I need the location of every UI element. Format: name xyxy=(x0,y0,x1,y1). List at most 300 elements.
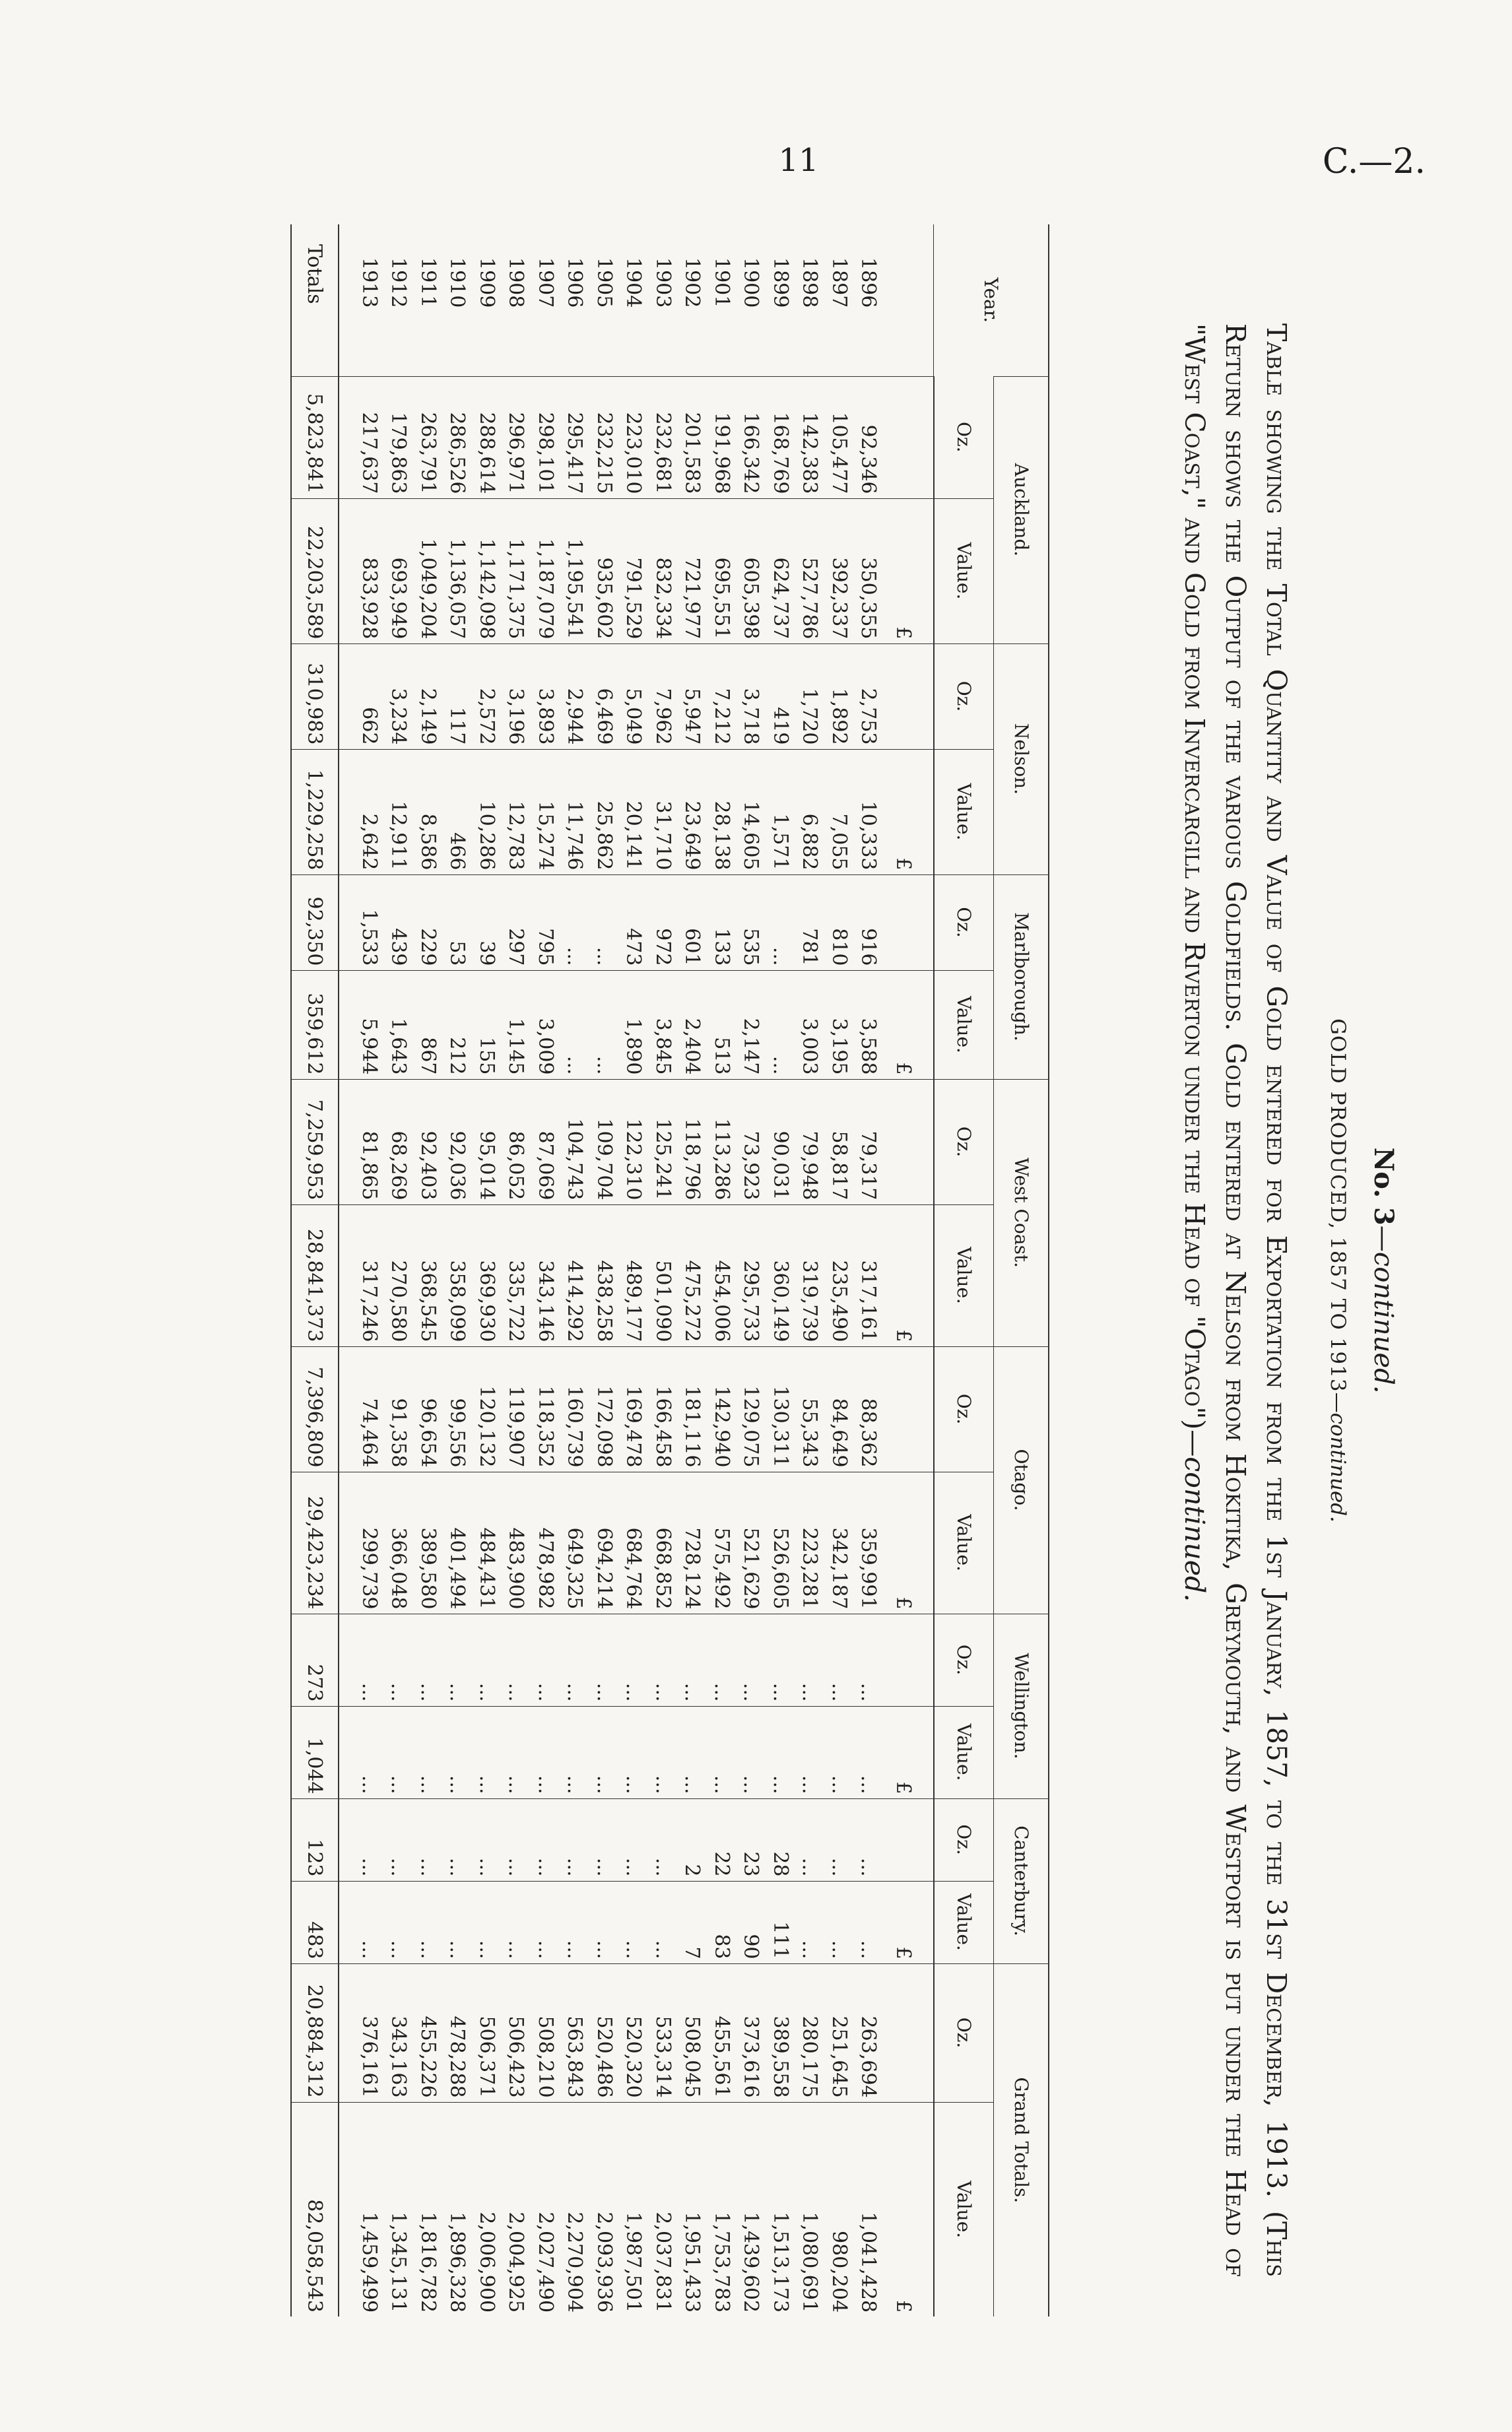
cant-val-cell: ... xyxy=(472,1881,502,1963)
nelson-val-cell: 12,783 xyxy=(501,749,531,874)
gt-oz-cell: 563,843 xyxy=(560,1963,589,2102)
wellington-header: Wellington. xyxy=(994,1614,1049,1798)
wc-val-cell: 475,272 xyxy=(677,1204,707,1346)
table-row xyxy=(531,224,560,2317)
spacer-cell xyxy=(339,970,354,1079)
gt-oz-unit-cell xyxy=(883,1963,934,2102)
otago-val-cell: 483,900 xyxy=(501,1472,531,1614)
table-row xyxy=(413,224,443,2317)
wc-oz-cell: 86,052 xyxy=(501,1079,531,1204)
otago-oz-unit-cell xyxy=(883,1346,934,1472)
marl-oz-cell: 133 xyxy=(707,874,737,970)
cant-oz-total: 123 xyxy=(291,1798,339,1881)
year-cell: 1896 xyxy=(857,257,880,308)
otago-val-cell: 223,281 xyxy=(795,1472,824,1614)
table-row xyxy=(707,224,737,2317)
well-val-cell: ... xyxy=(677,1706,707,1798)
gt-oz-cell: 343,163 xyxy=(383,1963,413,2102)
well-oz-cell: ... xyxy=(736,1614,766,1706)
wc-oz-cell: 118,796 xyxy=(677,1079,707,1204)
otago-oz-cell: 160,739 xyxy=(560,1346,589,1472)
otago-val-cell: 299,739 xyxy=(354,1472,384,1614)
auckland-val-cell: 624,737 xyxy=(766,498,795,643)
well-val-cell: ... xyxy=(824,1706,854,1798)
wc-val-cell: 295,733 xyxy=(736,1204,766,1346)
otago-val-cell: 478,982 xyxy=(531,1472,560,1614)
otago-oz-cell: 74,464 xyxy=(354,1346,384,1472)
cant-value-header: Value. xyxy=(934,1881,994,1963)
wc-val-cell: 414,292 xyxy=(560,1204,589,1346)
marl-val-cell: 1,145 xyxy=(501,970,531,1079)
auckland-val-cell: 833,928 xyxy=(354,498,384,643)
rotated-page-content xyxy=(284,224,1406,2317)
otago-value-unit: £ xyxy=(883,1472,934,1614)
otago-oz-cell: 91,358 xyxy=(383,1346,413,1472)
well-oz-cell: ... xyxy=(677,1614,707,1706)
year-header: Year. xyxy=(934,224,1049,376)
table-row xyxy=(648,224,678,2317)
marl-oz-cell: 229 xyxy=(413,874,443,970)
nelson-oz-cell: 7,962 xyxy=(648,643,678,749)
well-oz-cell: ... xyxy=(648,1614,678,1706)
wc-val-cell: 360,149 xyxy=(766,1204,795,1346)
grand-totals-header: Grand Totals. xyxy=(994,1963,1049,2317)
well-oz-cell: ... xyxy=(383,1614,413,1706)
nelson-oz-cell: 662 xyxy=(354,643,384,749)
auckland-val-cell: 605,398 xyxy=(736,498,766,643)
auckland-val-cell: 693,949 xyxy=(383,498,413,643)
gt-val-cell: 1,951,433 xyxy=(677,2102,707,2317)
otago-header: Otago. xyxy=(994,1346,1049,1614)
marl-oz-cell: 53 xyxy=(442,874,472,970)
auckland-oz-cell: 142,383 xyxy=(795,376,824,498)
auckland-val-cell: 1,049,204 xyxy=(413,498,443,643)
auckland-oz-total: 5,823,841 xyxy=(291,376,339,498)
year-cell: 1898 xyxy=(798,257,822,308)
group-header-row xyxy=(994,224,1049,2317)
nelson-val-cell: 31,710 xyxy=(648,749,678,874)
well-oz-cell: ... xyxy=(853,1614,883,1706)
auckland-oz-cell: 217,637 xyxy=(354,376,384,498)
auckland-oz-cell: 168,769 xyxy=(766,376,795,498)
spacer-cell xyxy=(339,224,354,376)
column-header-row xyxy=(934,224,994,2317)
cant-oz-cell: ... xyxy=(795,1798,824,1881)
cant-val-cell: ... xyxy=(501,1881,531,1963)
well-val-cell: ... xyxy=(531,1706,560,1798)
nelson-oz-cell: 117 xyxy=(442,643,472,749)
auckland-oz-cell: 288,614 xyxy=(472,376,502,498)
spacer-cell xyxy=(339,498,354,643)
well-oz-cell: ... xyxy=(442,1614,472,1706)
spacer-cell xyxy=(339,1204,354,1346)
marl-val-cell: ... xyxy=(766,970,795,1079)
marl-oz-cell: 781 xyxy=(795,874,824,970)
spacer-cell xyxy=(339,749,354,874)
wc-oz-cell: 79,317 xyxy=(853,1079,883,1204)
canterbury-header: Canterbury. xyxy=(994,1798,1049,1963)
cant-value-unit: £ xyxy=(883,1881,934,1963)
unit-year-cell xyxy=(883,224,934,376)
gt-oz-cell: 508,045 xyxy=(677,1963,707,2102)
well-val-cell: ... xyxy=(648,1706,678,1798)
well-oz-cell: ... xyxy=(618,1614,648,1706)
auckland-val-cell: 1,187,079 xyxy=(531,498,560,643)
marl-val-cell: 513 xyxy=(707,970,737,1079)
wc-oz-cell: 92,036 xyxy=(442,1079,472,1204)
cant-oz-cell: ... xyxy=(589,1798,619,1881)
auckland-header: Auckland. xyxy=(994,376,1049,643)
marl-oz-cell: 473 xyxy=(618,874,648,970)
gt-oz-cell: 520,486 xyxy=(589,1963,619,2102)
well-val-cell: ... xyxy=(853,1706,883,1798)
cant-oz-cell: ... xyxy=(383,1798,413,1881)
marl-oz-cell: 39 xyxy=(472,874,502,970)
marl-val-cell: 1,890 xyxy=(618,970,648,1079)
unit-row xyxy=(883,224,934,2317)
cant-val-cell: ... xyxy=(589,1881,619,1963)
auckland-oz-cell: 105,477 xyxy=(824,376,854,498)
cant-oz-cell: ... xyxy=(853,1798,883,1881)
cant-val-cell: 90 xyxy=(736,1881,766,1963)
cant-val-cell: 7 xyxy=(677,1881,707,1963)
year-cell: 1909 xyxy=(475,257,498,308)
otago-oz-cell: 130,311 xyxy=(766,1346,795,1472)
cant-oz-cell: ... xyxy=(413,1798,443,1881)
cant-oz-header: Oz. xyxy=(934,1798,994,1881)
wc-val-cell: 235,490 xyxy=(824,1204,854,1346)
nelson-oz-header: Oz. xyxy=(934,643,994,749)
marl-value-unit: £ xyxy=(883,970,934,1079)
cant-oz-cell: ... xyxy=(531,1798,560,1881)
marl-oz-total: 92,350 xyxy=(291,874,339,970)
marl-oz-cell: 1,533 xyxy=(354,874,384,970)
table-row xyxy=(589,224,619,2317)
auckland-oz-cell: 298,101 xyxy=(531,376,560,498)
cant-val-cell: ... xyxy=(560,1881,589,1963)
year-cell: 1905 xyxy=(592,257,616,308)
table-row xyxy=(766,224,795,2317)
year-cell: 1897 xyxy=(827,257,851,308)
wc-val-cell: 317,161 xyxy=(853,1204,883,1346)
auckland-oz-cell: 191,968 xyxy=(707,376,737,498)
nelson-value-unit: £ xyxy=(883,749,934,874)
spacer-cell xyxy=(339,874,354,970)
nelson-oz-cell: 2,572 xyxy=(472,643,502,749)
cant-oz-cell: ... xyxy=(442,1798,472,1881)
year-cell: 1907 xyxy=(533,257,557,308)
well-oz-cell: ... xyxy=(766,1614,795,1706)
otago-oz-cell: 142,940 xyxy=(707,1346,737,1472)
auckland-oz-cell: 295,417 xyxy=(560,376,589,498)
otago-value-header: Value. xyxy=(934,1472,994,1614)
marl-val-cell: 867 xyxy=(413,970,443,1079)
cant-val-cell: 83 xyxy=(707,1881,737,1963)
auckland-val-cell: 1,142,098 xyxy=(472,498,502,643)
auckland-oz-cell: 286,526 xyxy=(442,376,472,498)
auckland-value-header: Value. xyxy=(934,498,994,643)
nelson-oz-cell: 1,720 xyxy=(795,643,824,749)
nelson-oz-cell: 6,469 xyxy=(589,643,619,749)
gt-oz-cell: 533,314 xyxy=(648,1963,678,2102)
cant-oz-cell: ... xyxy=(648,1798,678,1881)
nelson-value-header: Value. xyxy=(934,749,994,874)
well-oz-cell: ... xyxy=(531,1614,560,1706)
cant-val-cell: ... xyxy=(383,1881,413,1963)
otago-oz-cell: 99,556 xyxy=(442,1346,472,1472)
auckland-val-cell: 1,136,057 xyxy=(442,498,472,643)
auckland-val-cell: 721,977 xyxy=(677,498,707,643)
otago-oz-cell: 96,654 xyxy=(413,1346,443,1472)
nelson-val-cell: 10,286 xyxy=(472,749,502,874)
cant-val-cell: ... xyxy=(618,1881,648,1963)
otago-val-total: 29,423,234 xyxy=(291,1472,339,1614)
nelson-oz-total: 310,983 xyxy=(291,643,339,749)
year-cell: 1906 xyxy=(563,257,587,308)
table-row xyxy=(736,224,766,2317)
nelson-oz-cell: 419 xyxy=(766,643,795,749)
nelson-val-cell: 28,138 xyxy=(707,749,737,874)
well-oz-cell: ... xyxy=(795,1614,824,1706)
table-number: No. 3—continued. xyxy=(1368,1147,1399,1394)
totals-row xyxy=(291,224,339,2317)
wc-oz-header: Oz. xyxy=(934,1079,994,1204)
year-cell: 1901 xyxy=(709,257,733,308)
otago-oz-cell: 119,907 xyxy=(501,1346,531,1472)
gt-val-cell: 1,345,131 xyxy=(383,2102,413,2317)
well-val-cell: ... xyxy=(501,1706,531,1798)
wc-val-cell: 358,099 xyxy=(442,1204,472,1346)
well-oz-cell: ... xyxy=(354,1614,384,1706)
auckland-oz-cell: 296,971 xyxy=(501,376,531,498)
well-oz-cell: ... xyxy=(413,1614,443,1706)
auckland-oz-cell: 179,863 xyxy=(383,376,413,498)
gt-oz-cell: 263,694 xyxy=(853,1963,883,2102)
marl-val-cell: 212 xyxy=(442,970,472,1079)
otago-val-cell: 526,605 xyxy=(766,1472,795,1614)
marl-value-header: Value. xyxy=(934,970,994,1079)
cant-oz-cell: ... xyxy=(472,1798,502,1881)
well-val-cell: ... xyxy=(560,1706,589,1798)
marl-oz-cell: 297 xyxy=(501,874,531,970)
nelson-oz-cell: 2,753 xyxy=(853,643,883,749)
wc-val-cell: 501,090 xyxy=(648,1204,678,1346)
nelson-val-cell: 25,862 xyxy=(589,749,619,874)
wc-oz-cell: 92,403 xyxy=(413,1079,443,1204)
marl-oz-cell: 916 xyxy=(853,874,883,970)
auckland-val-cell: 695,551 xyxy=(707,498,737,643)
wc-val-total: 28,841,373 xyxy=(291,1204,339,1346)
auckland-oz-cell: 232,681 xyxy=(648,376,678,498)
spacer-cell xyxy=(339,1472,354,1614)
nelson-oz-cell: 3,234 xyxy=(383,643,413,749)
marl-oz-cell: 972 xyxy=(648,874,678,970)
totals-label: Totals xyxy=(291,224,339,376)
otago-oz-cell: 129,075 xyxy=(736,1346,766,1472)
nelson-oz-cell: 3,718 xyxy=(736,643,766,749)
otago-val-cell: 521,629 xyxy=(736,1472,766,1614)
spacer-cell xyxy=(339,1706,354,1798)
gt-oz-cell: 506,371 xyxy=(472,1963,502,2102)
marl-val-cell: 5,944 xyxy=(354,970,384,1079)
spacer-cell xyxy=(339,1963,354,2102)
auckland-value-unit: £ xyxy=(883,498,934,643)
wc-val-cell: 369,930 xyxy=(472,1204,502,1346)
marl-val-cell: 2,404 xyxy=(677,970,707,1079)
marl-val-cell: 3,009 xyxy=(531,970,560,1079)
gt-val-total: 82,058,543 xyxy=(291,2102,339,2317)
otago-val-cell: 649,325 xyxy=(560,1472,589,1614)
well-val-cell: ... xyxy=(442,1706,472,1798)
wc-value-unit: £ xyxy=(883,1204,934,1346)
otago-val-cell: 668,852 xyxy=(648,1472,678,1614)
spacer-cell xyxy=(339,2102,354,2317)
wc-oz-cell: 79,948 xyxy=(795,1079,824,1204)
marl-oz-cell: 601 xyxy=(677,874,707,970)
marl-oz-cell: ... xyxy=(560,874,589,970)
well-oz-cell: ... xyxy=(501,1614,531,1706)
nelson-val-cell: 1,571 xyxy=(766,749,795,874)
marl-oz-cell: ... xyxy=(589,874,619,970)
nelson-val-cell: 10,333 xyxy=(853,749,883,874)
gt-val-cell: 1,753,783 xyxy=(707,2102,737,2317)
otago-val-cell: 389,580 xyxy=(413,1472,443,1614)
otago-oz-cell: 181,116 xyxy=(677,1346,707,1472)
auckland-val-cell: 392,337 xyxy=(824,498,854,643)
nelson-oz-cell: 3,893 xyxy=(531,643,560,749)
nelson-val-cell: 15,274 xyxy=(531,749,560,874)
otago-val-cell: 484,431 xyxy=(472,1472,502,1614)
well-val-cell: ... xyxy=(413,1706,443,1798)
auckland-val-cell: 1,195,541 xyxy=(560,498,589,643)
spacer-cell xyxy=(339,376,354,498)
auckland-oz-cell: 263,791 xyxy=(413,376,443,498)
well-val-cell: ... xyxy=(383,1706,413,1798)
wc-val-cell: 270,580 xyxy=(383,1204,413,1346)
marl-oz-header: Oz. xyxy=(934,874,994,970)
year-cell: 1908 xyxy=(504,257,528,308)
well-oz-unit-cell xyxy=(883,1614,934,1706)
auckland-val-cell: 832,334 xyxy=(648,498,678,643)
well-val-cell: ... xyxy=(795,1706,824,1798)
well-val-cell: ... xyxy=(736,1706,766,1798)
wc-val-cell: 368,545 xyxy=(413,1204,443,1346)
table-row xyxy=(501,224,531,2317)
gt-oz-cell: 455,226 xyxy=(413,1963,443,2102)
cant-val-cell: ... xyxy=(413,1881,443,1963)
well-val-cell: ... xyxy=(766,1706,795,1798)
table-row xyxy=(824,224,854,2317)
year-cell: 1911 xyxy=(416,257,440,308)
wc-oz-cell: 73,923 xyxy=(736,1079,766,1204)
wc-oz-cell: 90,031 xyxy=(766,1079,795,1204)
cant-val-cell: ... xyxy=(354,1881,384,1963)
spacer-row xyxy=(339,224,354,2317)
well-val-cell: ... xyxy=(589,1706,619,1798)
wc-val-cell: 335,722 xyxy=(501,1204,531,1346)
cant-val-cell: ... xyxy=(442,1881,472,1963)
nelson-val-cell: 11,746 xyxy=(560,749,589,874)
auckland-oz-cell: 201,583 xyxy=(677,376,707,498)
wc-oz-cell: 104,743 xyxy=(560,1079,589,1204)
cant-val-cell: ... xyxy=(531,1881,560,1963)
spacer-cell xyxy=(339,1798,354,1881)
cant-val-cell: ... xyxy=(853,1881,883,1963)
wc-val-cell: 454,006 xyxy=(707,1204,737,1346)
well-oz-cell: ... xyxy=(589,1614,619,1706)
gt-val-cell: 1,896,328 xyxy=(442,2102,472,2317)
otago-oz-header: Oz. xyxy=(934,1346,994,1472)
otago-oz-cell: 118,352 xyxy=(531,1346,560,1472)
marl-val-cell: 3,588 xyxy=(853,970,883,1079)
cant-oz-cell: 22 xyxy=(707,1798,737,1881)
cant-oz-cell: ... xyxy=(560,1798,589,1881)
gt-val-cell: 1,041,428 xyxy=(853,2102,883,2317)
year-cell: 1903 xyxy=(651,257,674,308)
otago-val-cell: 694,214 xyxy=(589,1472,619,1614)
gt-val-cell: 2,027,490 xyxy=(531,2102,560,2317)
cant-val-cell: 111 xyxy=(766,1881,795,1963)
marl-oz-cell: 439 xyxy=(383,874,413,970)
well-oz-cell: ... xyxy=(472,1614,502,1706)
well-oz-cell: ... xyxy=(707,1614,737,1706)
marl-oz-cell: ... xyxy=(766,874,795,970)
year-cell: 1910 xyxy=(445,257,469,308)
marl-val-cell: ... xyxy=(560,970,589,1079)
otago-val-cell: 342,187 xyxy=(824,1472,854,1614)
auckland-val-cell: 527,786 xyxy=(795,498,824,643)
year-cell: 1899 xyxy=(768,257,792,308)
spacer-cell xyxy=(339,1881,354,1963)
table-subtitle: GOLD PRODUCED, 1857 TO 1913—continued. xyxy=(1326,1018,1350,1523)
well-oz-cell: ... xyxy=(560,1614,589,1706)
gt-val-cell: 1,439,602 xyxy=(736,2102,766,2317)
marl-oz-cell: 810 xyxy=(824,874,854,970)
table-row xyxy=(677,224,707,2317)
gt-val-cell: 2,004,925 xyxy=(501,2102,531,2317)
gt-oz-cell: 376,161 xyxy=(354,1963,384,2102)
nelson-val-cell: 23,649 xyxy=(677,749,707,874)
spacer-cell xyxy=(339,643,354,749)
well-value-header: Value. xyxy=(934,1706,994,1798)
cant-oz-cell: ... xyxy=(354,1798,384,1881)
gt-val-cell: 1,459,499 xyxy=(354,2102,384,2317)
nelson-oz-unit-cell xyxy=(883,643,934,749)
gt-value-unit: £ xyxy=(883,2102,934,2317)
table-row xyxy=(795,224,824,2317)
auckland-oz-cell: 223,010 xyxy=(618,376,648,498)
nelson-val-cell: 6,882 xyxy=(795,749,824,874)
year-cell: 1913 xyxy=(357,257,381,308)
nelson-oz-cell: 5,947 xyxy=(677,643,707,749)
wc-oz-cell: 58,817 xyxy=(824,1079,854,1204)
cant-oz-cell: 2 xyxy=(677,1798,707,1881)
table-row xyxy=(442,224,472,2317)
gt-oz-cell: 455,561 xyxy=(707,1963,737,2102)
well-val-cell: ... xyxy=(707,1706,737,1798)
nelson-oz-cell: 7,212 xyxy=(707,643,737,749)
gt-val-cell: 1,080,691 xyxy=(795,2102,824,2317)
nelson-val-cell: 12,911 xyxy=(383,749,413,874)
otago-val-cell: 575,492 xyxy=(707,1472,737,1614)
gt-val-cell: 1,987,501 xyxy=(618,2102,648,2317)
auckland-oz-cell: 166,342 xyxy=(736,376,766,498)
spacer-cell xyxy=(339,1346,354,1472)
wc-oz-cell: 122,310 xyxy=(618,1079,648,1204)
marl-oz-cell: 535 xyxy=(736,874,766,970)
gt-val-cell: 2,006,900 xyxy=(472,2102,502,2317)
auckland-oz-cell: 232,215 xyxy=(589,376,619,498)
